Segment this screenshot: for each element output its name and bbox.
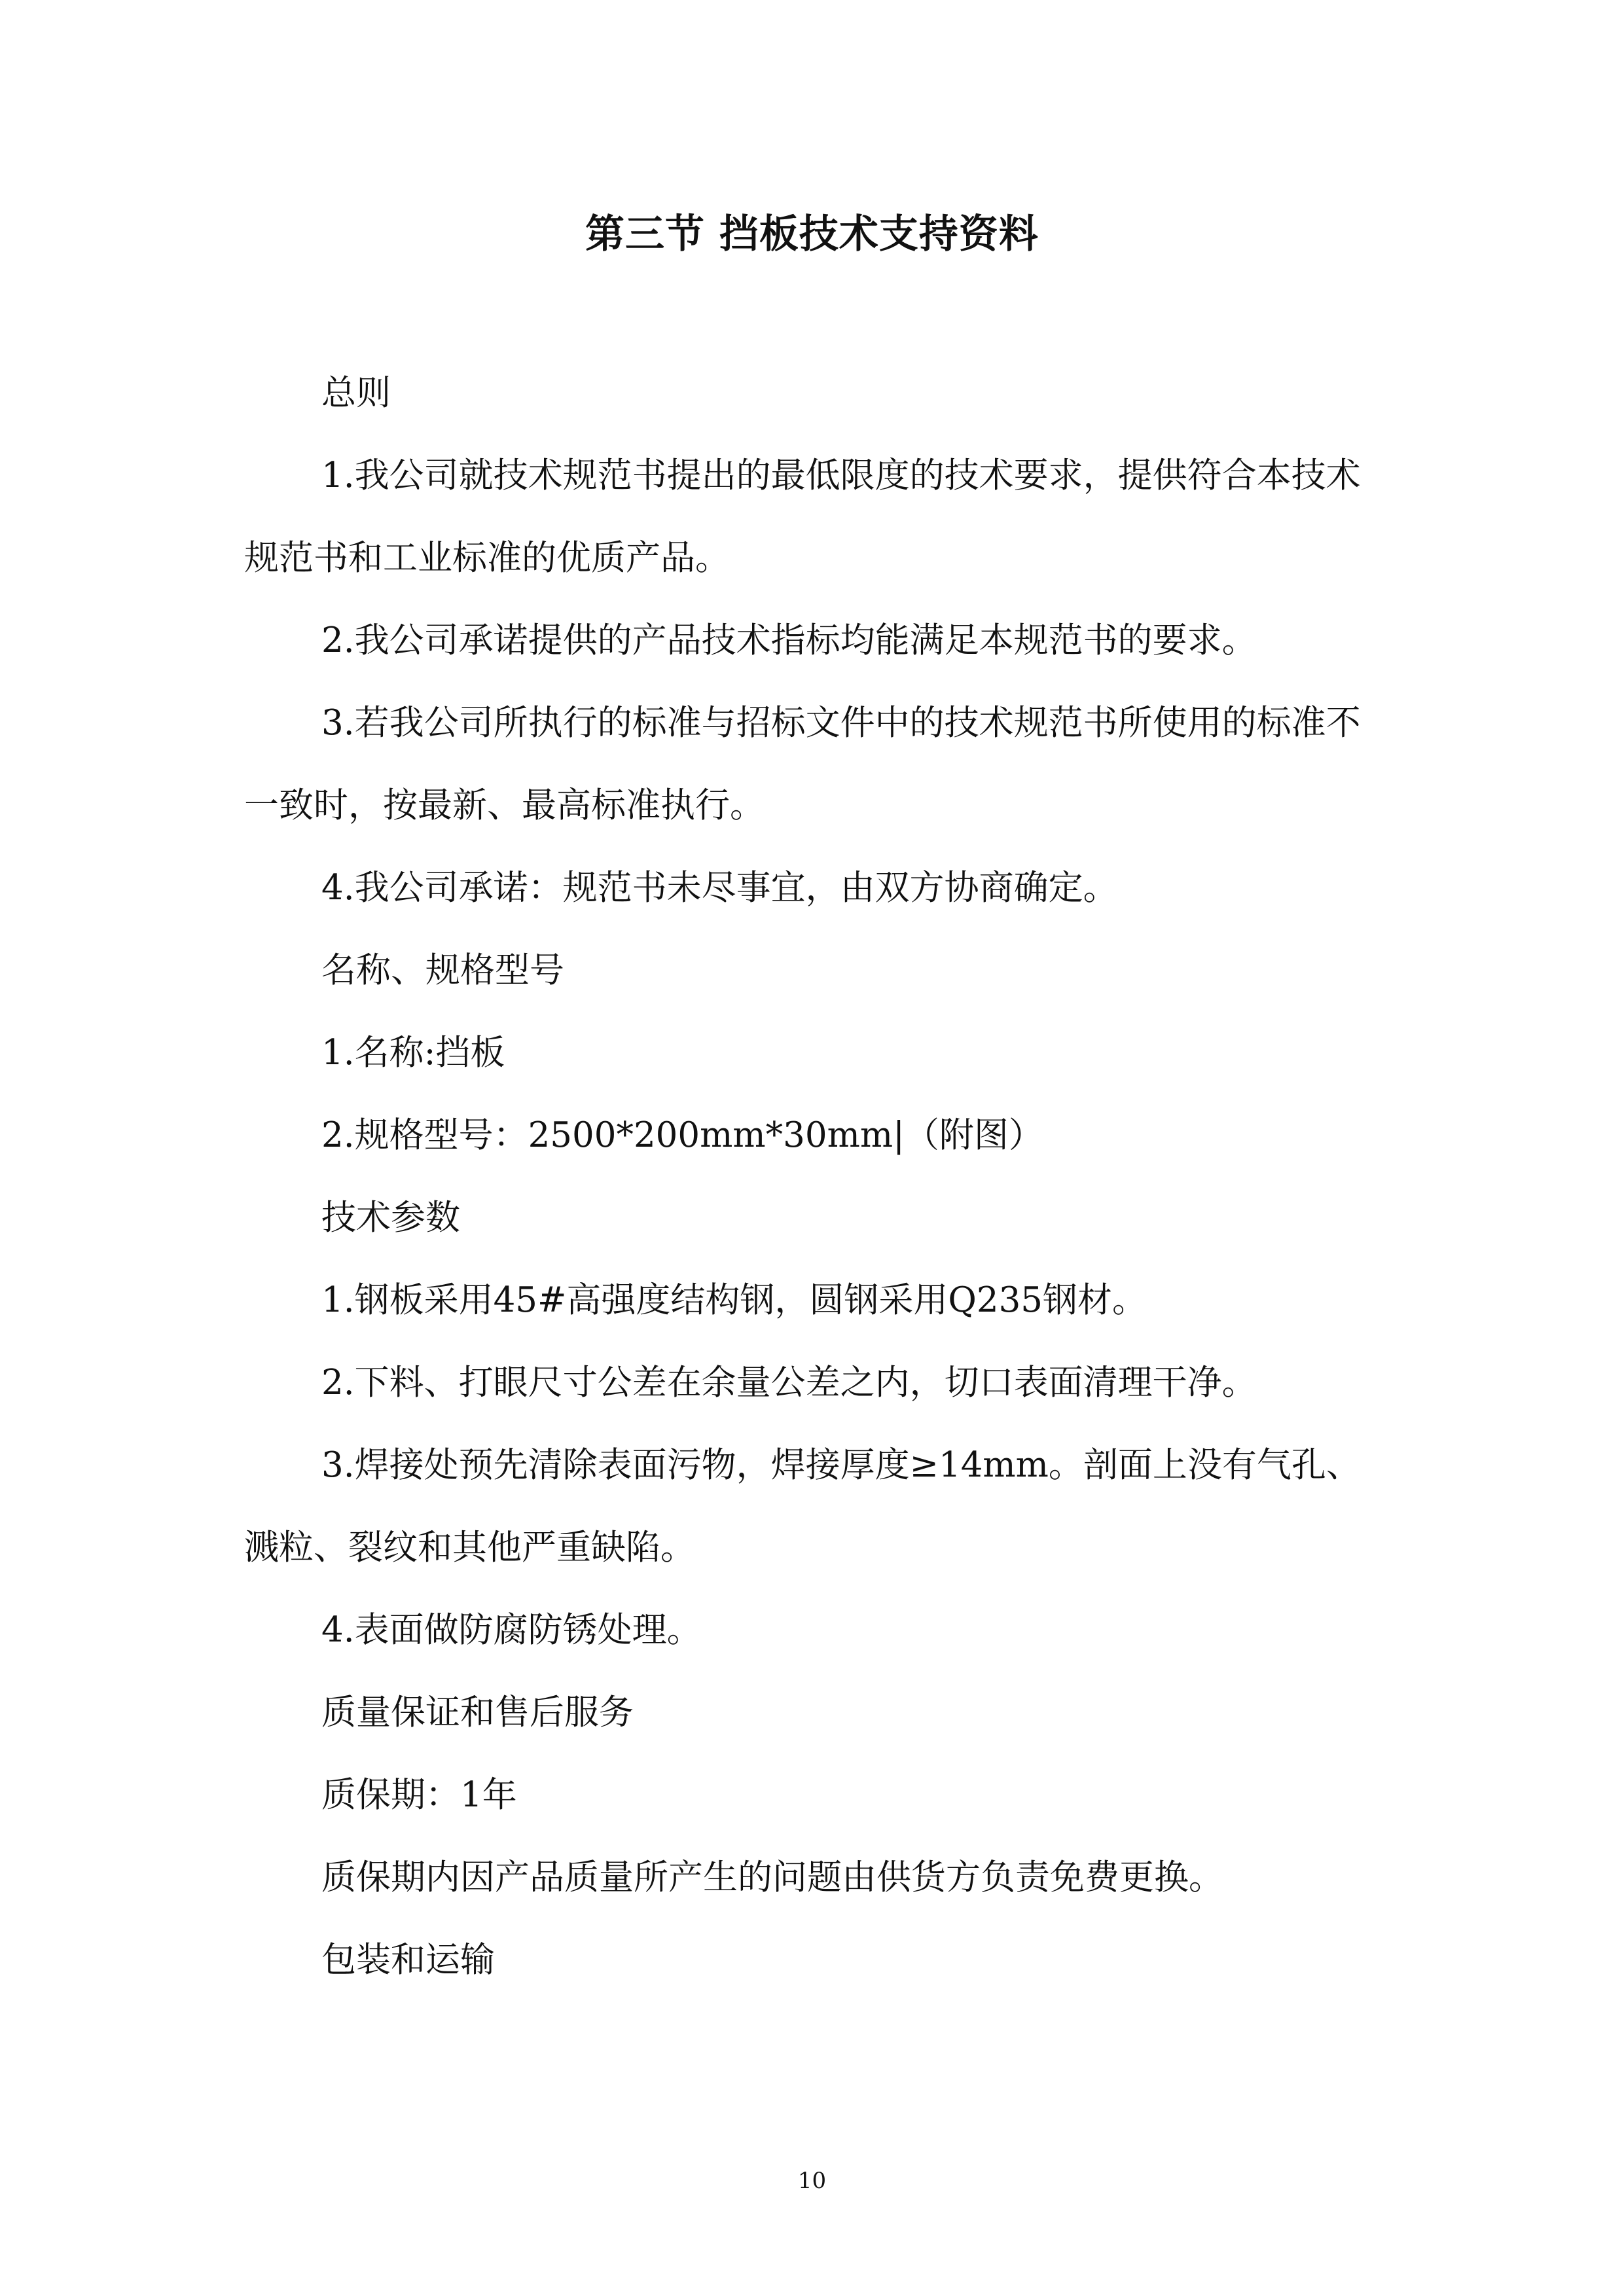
name-spec-item-1: 1.名称:挡板 xyxy=(321,1033,505,1073)
technical-param-item-1: 1.钢板采用45#高强度结构钢，圆钢采用Q235钢材。 xyxy=(321,1280,1147,1320)
general-item-1: 1.我公司就技术规范书提出的最低限度的技术要求，提供符合本技术规范书和工业标准的优质产品。 xyxy=(244,456,1361,578)
technical-param-item-2: 2.下料、打眼尺寸公差在余量公差之内，切口表面清理干净。 xyxy=(321,1363,1257,1403)
quality-service-item-1: 质保期：1年 xyxy=(321,1775,517,1815)
technical-param-item-3: 3.焊接处预先清除表面污物，焊接厚度≥14mm。剖面上没有气孔、溅粒、裂纹和其他严重缺陷。 xyxy=(244,1445,1361,1568)
general-item-2: 2.我公司承诺提供的产品技术指标均能满足本规范书的要求。 xyxy=(321,620,1257,660)
section-heading-general: 总则 xyxy=(321,373,391,413)
general-item-3: 3.若我公司所执行的标准与招标文件中的技术规范书所使用的标准不一致时，按最新、最高标准执行。 xyxy=(244,703,1361,825)
name-spec-item-2: 2.规格型号：2500*200mm*30mm|（附图） xyxy=(321,1115,1043,1155)
quality-service-item-2: 质保期内因产品质量所产生的问题由供货方负责免费更换。 xyxy=(321,1857,1223,1897)
section-heading-quality-service: 质量保证和售后服务 xyxy=(321,1693,634,1732)
section-heading-packaging: 包装和运输 xyxy=(321,1940,495,1980)
document-title: 第三节 挡板技术支持资料 xyxy=(585,211,1039,257)
page-number: 10 xyxy=(797,2168,827,2194)
general-item-4: 4.我公司承诺：规范书未尽事宜，由双方协商确定。 xyxy=(321,868,1118,908)
technical-param-item-4: 4.表面做防腐防锈处理。 xyxy=(321,1610,702,1650)
section-heading-technical-params: 技术参数 xyxy=(321,1198,460,1238)
section-heading-name-spec: 名称、规格型号 xyxy=(321,950,564,990)
